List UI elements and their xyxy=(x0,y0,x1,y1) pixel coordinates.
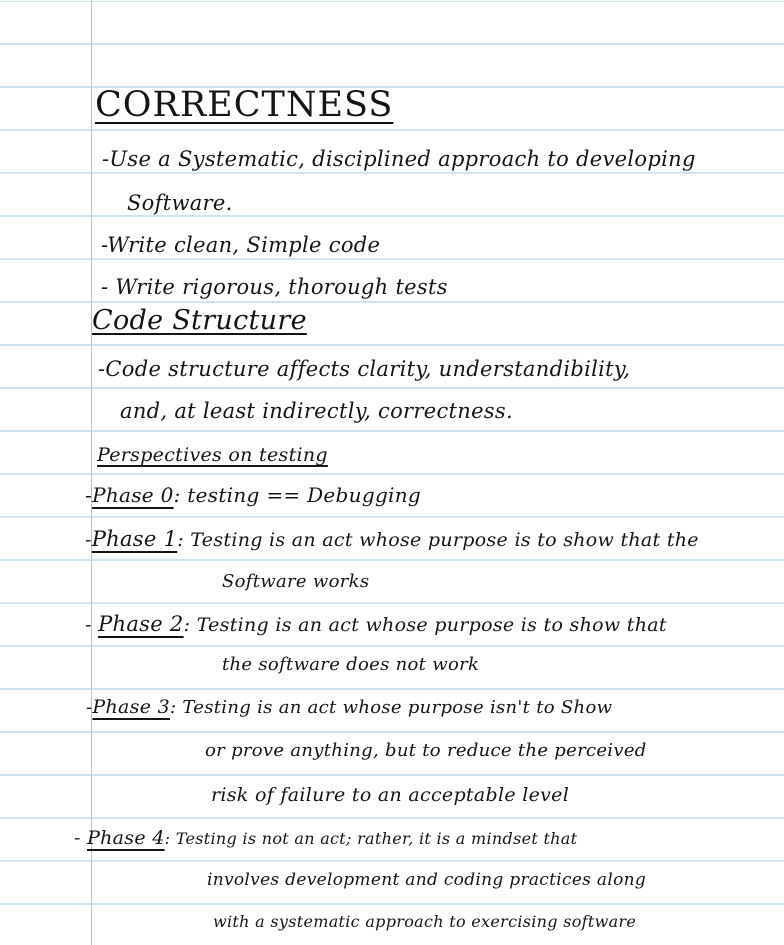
correctness-point-1-cont: Software. xyxy=(127,191,233,215)
phase-4-text-cont-2: with a systematic approach to exercising software xyxy=(213,912,637,931)
phase-3-text-cont-1: or prove anything, but to reduce the perceived xyxy=(205,740,647,761)
phase-1-text-cont: Software works xyxy=(222,571,370,592)
phase-0-row xyxy=(85,485,421,505)
phase-1-text: : Testing is an act whose purpose is to show that the xyxy=(177,529,699,551)
phase-3-text: : Testing is an act whose purpose isn't to Show xyxy=(169,697,613,718)
phase-3-label: Phase 3 xyxy=(92,696,170,718)
phase-1-label: Phase 1 xyxy=(91,527,178,551)
phase-2-text-cont: the software does not work xyxy=(222,654,480,675)
phase-4-dash: - xyxy=(74,827,88,849)
phase-0-text: : testing == Debugging xyxy=(173,483,422,507)
code-structure-point-1-cont: and, at least indirectly, correctness. xyxy=(120,399,513,423)
phase-4-label: Phase 4 xyxy=(87,827,165,849)
phase-2-label: Phase 2 xyxy=(98,612,184,636)
phase-3-row xyxy=(86,698,612,717)
correctness-point-3: - Write rigorous, thorough tests xyxy=(101,275,448,299)
phase-4-text: : Testing is not an act; rather, it is a mindset that xyxy=(164,829,578,848)
phase-4-row xyxy=(74,829,577,848)
page-title: CORRECTNESS xyxy=(95,85,394,125)
phase-0-dash: - xyxy=(85,483,93,507)
code-structure-point-1: -Code structure affects clarity, understandibility, xyxy=(98,357,631,381)
correctness-point-1: -Use a Systematic, disciplined approach to developing xyxy=(102,147,696,171)
phase-4-text-cont-1: involves development and coding practices along xyxy=(207,870,647,890)
code-structure-heading: Code Structure xyxy=(92,305,307,336)
phase-0-label: Phase 0 xyxy=(92,483,174,507)
notebook-margin-line xyxy=(91,0,92,945)
phase-2-text: : Testing is an act whose purpose is to show that xyxy=(183,614,667,636)
phase-3-text-cont-2: risk of failure to an acceptable level xyxy=(211,784,570,806)
phase-1-row xyxy=(85,529,699,550)
correctness-point-2: -Write clean, Simple code xyxy=(101,233,381,257)
phase-2-dash: - xyxy=(85,614,99,636)
phase-3-dash: - xyxy=(86,697,93,718)
testing-heading: Perspectives on testing xyxy=(97,444,328,466)
phase-2-row xyxy=(85,614,667,635)
phase-1-dash: - xyxy=(85,529,92,551)
